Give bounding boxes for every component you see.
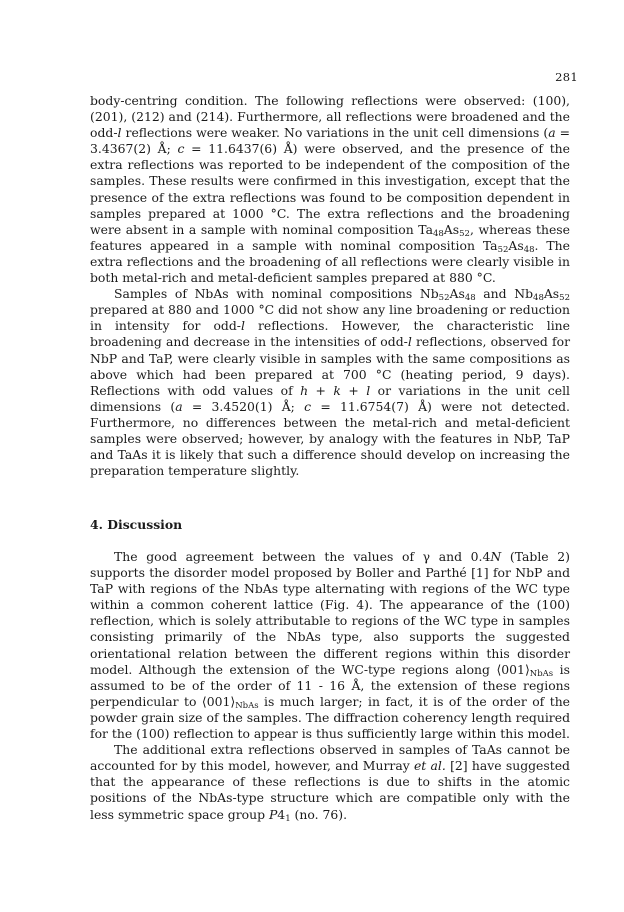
- text-run: reflections, observed for NbP and TaP, were clearly visible in samples with the same compositions as above which had been prepared at 700 °C (heating period, 9 days). Reflections with odd values of: [90, 334, 570, 398]
- text-run: or variations in the unit cell dimensions (: [90, 382, 570, 414]
- text-run: +: [340, 382, 367, 398]
- text-run: = 3.4367(2) Å;: [90, 125, 570, 157]
- italic-text: l: [407, 334, 412, 350]
- text-run: As: [449, 286, 465, 302]
- italic-text: et al.: [413, 758, 446, 774]
- text-run: . The extra reflections and the broadening of all reflections were clearly visible in both metal-rich and metal-deficient samples prepared at 880 °C.: [90, 237, 570, 286]
- text-run: is much larger; in fact, it is of the order of the powder grain size of the samples. The diffraction coherency length required for the (100) reflection to appear is thus sufficiently large within this model.: [90, 693, 571, 742]
- italic-text: k: [333, 382, 341, 398]
- italic-text: N: [490, 549, 502, 564]
- subscript: 48: [464, 293, 476, 304]
- italic-text: l: [366, 382, 371, 398]
- text-run: reflections were weaker. No variations in the unit cell dimensions (: [121, 125, 549, 141]
- subscript: NbAs: [529, 668, 554, 679]
- text-run: = 11.6754(7) Å) were not detected. Furthermore, no differences between the metal-rich and metal-deficient samples were observed; however, by analogy with the features in NbP, TaP and TaAs it is likely that such a difference should develop on increasing the preparation temperature slightly.: [90, 398, 570, 479]
- text-run: body-centring condition. The following reflections were observed: (100), (201), (212) and (214). Furthermore, all reflections were broadened and the odd-: [90, 93, 570, 141]
- paragraph-p1: [90, 93, 570, 286]
- text-run: +: [308, 382, 334, 398]
- subscript: 48: [432, 228, 444, 239]
- paragraph-p4: [90, 742, 570, 822]
- discussion-text: [90, 549, 570, 823]
- italic-text: l: [240, 318, 245, 334]
- italic-text: l: [117, 125, 122, 141]
- subscript: 52: [438, 293, 450, 304]
- subscript: 52: [459, 228, 470, 239]
- text-run: 4: [277, 806, 286, 822]
- text-run: As: [508, 237, 524, 253]
- subscript: 48: [523, 244, 535, 255]
- text-run: [2] have suggested that the appearance of these reflections is due to shifts in the atomic positions of the NbAs-type structure which are compatible only with the less symmetric space group: [90, 758, 570, 822]
- italic-text: a: [175, 398, 183, 414]
- text-run: The good agreement between the values of γ and 0.4: [114, 549, 491, 564]
- text-run: and Nb: [475, 286, 534, 302]
- text-run: = 3.4520(1) Å;: [182, 398, 305, 414]
- text-run: As: [543, 286, 560, 302]
- subscript: 48: [533, 293, 544, 304]
- subscript: 1: [285, 813, 291, 824]
- page-number: 281: [555, 70, 578, 84]
- section-heading-discussion: 4. Discussion: [90, 517, 183, 532]
- text-run: = 11.6437(6) Å) were observed, and the presence of the extra reflections was reported to be independent of the composition of the samples. These results were confirmed in this investigation, except that the presence of the extra reflections was found to be composition dependent in samples prepared at 1000 °C. The extra reflections and the broadening were absent in a sample with nominal composition Ta: [90, 141, 570, 237]
- text-run: , whereas these features appeared in a sample with nominal composition Ta: [90, 221, 570, 253]
- paragraph-p2: [90, 286, 570, 479]
- italic-text: c: [304, 398, 312, 414]
- text-run: Samples of NbAs with nominal compositions Nb: [114, 286, 439, 302]
- italic-text: P: [268, 806, 278, 822]
- text-run: is assumed to be of the order of 11 - 16 Å, the extension of these regions perpendicular to ⟨001⟩: [90, 661, 570, 709]
- italic-text: a: [548, 125, 556, 141]
- results-text: [90, 93, 570, 479]
- text-run: reflections. However, the characteristic line broadening and decrease in the intensities of odd-: [90, 318, 570, 350]
- text-run: As: [443, 221, 460, 237]
- subscript: 52: [559, 293, 570, 304]
- subscript: 52: [497, 244, 509, 255]
- text-run: (Table 2) supports the disorder model proposed by Boller and Parthé [1] for NbP and TaP with regions of the NbAs type alternating with regions of the WC type within a common coherent lattice (Fig. 4). The appearance of the (100) reflection, which is solely attributable to regions of the WC type in samples consisting primarily of the NbAs type, also supports the suggested orientational relation between the different regions within this disorder model. Although the extension of the WC-type regions along ⟨001⟩: [90, 549, 570, 677]
- text-run: (no. 76).: [290, 806, 348, 822]
- text-run: The additional extra reflections observed in samples of TaAs cannot be accounted for by this model, however, and Murray: [90, 742, 570, 774]
- text-run: prepared at 880 and 1000 °C did not show any line broadening or reduction in intensity for odd-: [90, 302, 570, 334]
- italic-text: h: [300, 382, 309, 398]
- subscript: NbAs: [235, 700, 259, 711]
- italic-text: c: [177, 141, 185, 157]
- paragraph-p3: [90, 549, 570, 742]
